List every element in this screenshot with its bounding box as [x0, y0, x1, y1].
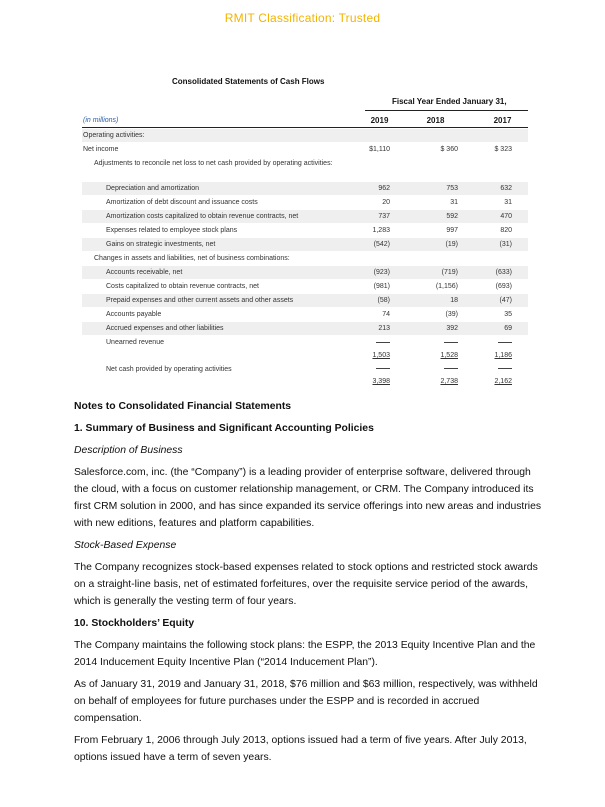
row-label: Amortization of debt discount and issuance costs	[106, 199, 258, 206]
value-2019: $1,110	[369, 146, 390, 153]
value-2017: 69	[504, 325, 512, 332]
value-2017: 820	[500, 227, 512, 234]
description-heading: Description of Business	[74, 445, 183, 456]
value-2017: 632	[500, 185, 512, 192]
value-2017: (633)	[495, 269, 512, 276]
value-2019: (923)	[373, 269, 390, 276]
row-label: Amortization costs capitalized to obtain revenue contracts, net	[106, 213, 299, 220]
table-row	[82, 238, 528, 251]
row-label: Costs capitalized to obtain revenue contracts, net	[106, 283, 259, 290]
total-2019: 3,398	[372, 378, 390, 385]
row-label: Accounts payable	[106, 311, 162, 318]
total-2018: 2,738	[440, 378, 458, 385]
value-2018: (19)	[445, 241, 458, 248]
section1-heading: 1. Summary of Business and Significant Accounting Policies	[74, 423, 374, 434]
value-2018: (1,156)	[435, 283, 458, 290]
table-row	[82, 266, 528, 279]
value-2017: $ 323	[494, 146, 512, 153]
dash-mark	[498, 342, 512, 343]
description-paragraph: Salesforce.com, inc. (the “Company”) is a leading provider of enterprise software, delivered through the cloud, with a focus on customer relationship management, or CRM. The Company introduced its first CRM solution in 2000, and has since expanded its service offerings into new areas and industries with new editions, features and platform capabilities.	[74, 467, 542, 529]
row-label: Accounts receivable, net	[106, 269, 183, 276]
value-2018: (719)	[441, 269, 458, 276]
total-row	[0, 375, 605, 388]
dash-mark	[376, 368, 390, 369]
value-2018: (39)	[445, 311, 458, 318]
value-2017: 470	[500, 213, 512, 220]
dash-mark	[444, 342, 458, 343]
total-2017: 2,162	[494, 378, 512, 385]
value-2019: 74	[382, 311, 390, 318]
table-row	[0, 308, 605, 321]
value-2018: 18	[450, 297, 458, 304]
value-2019: (542)	[373, 241, 390, 248]
table-row	[82, 182, 528, 195]
value-2019: 962	[378, 185, 390, 192]
classification-label: RMIT Classification: Trusted	[224, 11, 381, 25]
espp-paragraph: As of January 31, 2019 and January 31, 2018, $76 million and $63 million, respectively, was withheld on behalf of employees for future purchases under the ESPP and is recorded in accrued compensation.	[74, 679, 538, 724]
value-2017: (693)	[495, 283, 512, 290]
stock-expense-paragraph: The Company recognizes stock-based expenses related to stock options and restricted stock awards on a straight-line basis, net of estimated forfeitures, over the requisite service period of the awards, which is generally the vesting term of four years.	[74, 562, 538, 607]
dash-mark	[498, 368, 512, 369]
year-column-2018: 2018	[426, 116, 445, 125]
year-column-2017: 2017	[493, 116, 512, 125]
value-2017: (31)	[499, 241, 512, 248]
value-2017: 35	[504, 311, 512, 318]
value-2019: (981)	[373, 283, 390, 290]
stock-expense-heading: Stock-Based Expense	[74, 540, 177, 551]
option-term-paragraph: From February 1, 2006 through July 2013, options issued had a term of five years. After July 2013, options issued have a term of seven years.	[74, 735, 527, 763]
units-label: (in millions)	[83, 117, 119, 124]
value-2018: 753	[446, 185, 458, 192]
table-row	[0, 280, 605, 293]
subtotal-row	[0, 349, 605, 362]
value-2019: 737	[378, 213, 390, 220]
row-label: Unearned revenue	[106, 339, 164, 346]
row-label: Net cash provided by operating activities	[106, 366, 232, 373]
row-label: Net income	[83, 146, 119, 153]
notes-section	[74, 398, 544, 766]
value-2019: 1,283	[372, 227, 390, 234]
subtotal-2017: 1,186	[494, 352, 512, 359]
dash-mark	[444, 368, 458, 369]
table-row	[82, 129, 528, 142]
subtotal-2019: 1,503	[372, 352, 390, 359]
subtotal-2018: 1,528	[440, 352, 458, 359]
value-2017: 31	[504, 199, 512, 206]
value-2018: 592	[446, 213, 458, 220]
table-row	[0, 252, 605, 265]
value-2018: 997	[446, 227, 458, 234]
row-label: Prepaid expenses and other current assets and other assets	[106, 297, 294, 304]
row-label: Expenses related to employee stock plans	[106, 227, 238, 234]
table-header-rule	[82, 127, 528, 128]
row-label: Accrued expenses and other liabilities	[106, 325, 224, 332]
value-2017: (47)	[499, 297, 512, 304]
value-2018: 31	[450, 199, 458, 206]
table-row	[82, 210, 528, 223]
adjustments-label: Adjustments to reconcile net loss to net cash provided by operating activities:	[94, 160, 333, 167]
table-row	[82, 294, 528, 307]
row-label: Gains on strategic investments, net	[106, 241, 216, 248]
header-rule	[365, 110, 528, 111]
dash-mark	[376, 342, 390, 343]
value-2019: 20	[382, 199, 390, 206]
value-2018: $ 360	[440, 146, 458, 153]
table-row	[0, 196, 605, 209]
notes-heading: Notes to Consolidated Financial Statements	[74, 401, 292, 412]
table-row	[0, 143, 605, 156]
fiscal-year-header: Fiscal Year Ended January 31,	[392, 97, 507, 106]
row-label: Depreciation and amortization	[106, 185, 199, 192]
value-2019: 213	[378, 325, 390, 332]
value-2018: 392	[446, 325, 458, 332]
table-row	[0, 336, 605, 349]
row-label: Operating activities:	[83, 132, 145, 139]
value-2019: (58)	[377, 297, 390, 304]
year-column-2019: 2019	[370, 116, 389, 125]
table-row	[0, 224, 605, 237]
section10-heading: 10. Stockholders’ Equity	[74, 618, 195, 629]
statement-title: Consolidated Statements of Cash Flows	[172, 77, 325, 86]
stock-plans-paragraph: The Company maintains the following stock plans: the ESPP, the 2013 Equity Incentive Plan and the 2014 Inducement Equity Incentive Plan (“2014 Inducement Plan”).	[74, 640, 536, 668]
table-row	[82, 322, 528, 335]
row-label: Changes in assets and liabilities, net of business combinations:	[94, 255, 290, 262]
